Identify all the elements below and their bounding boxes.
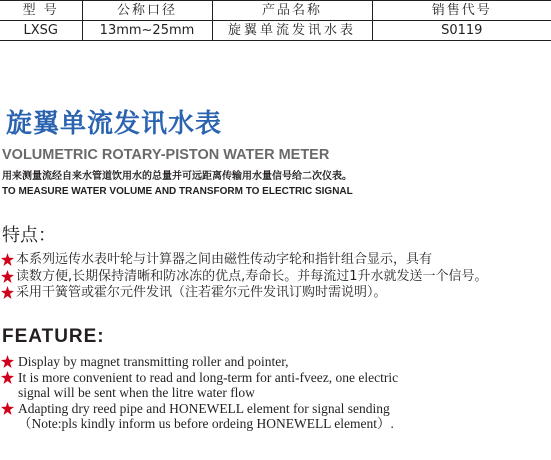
product-description-cn: 用来测量流经自来水管道饮用水的总量并可远距离传输用水量信号给二次仪表。 bbox=[2, 171, 352, 182]
red-star-icon bbox=[1, 270, 14, 283]
spec-table bbox=[0, 0, 551, 41]
features-cn-heading: 特点： bbox=[2, 225, 56, 246]
spec-header-diameter: 公称口径 bbox=[82, 1, 212, 21]
spec-header-product-name: 产品名称 bbox=[212, 1, 372, 21]
feature-item bbox=[0, 269, 551, 286]
feature-item bbox=[0, 401, 551, 432]
red-star-icon bbox=[1, 371, 14, 384]
spec-table-header-row bbox=[0, 1, 551, 21]
feature-text: 读数方便,长期保持清晰和防冰冻的优点,寿命长。并每流过1升水就发送一个信号。 bbox=[16, 268, 488, 284]
feature-item bbox=[0, 370, 551, 401]
product-title-en: VOLUMETRIC ROTARY-PISTON WATER METER bbox=[2, 147, 330, 163]
features-en-heading: FEATURE: bbox=[2, 326, 105, 347]
spec-cell-product-name: 旋翼单流发讯水表 bbox=[212, 21, 372, 41]
feature-text: Display by magnet transmitting roller and pointer, bbox=[18, 354, 289, 369]
spec-header-sales-code: 销售代号 bbox=[372, 1, 551, 21]
spec-cell-sales-code: S0119 bbox=[372, 21, 551, 41]
product-title-cn: 旋翼单流发讯水表 bbox=[6, 109, 223, 139]
red-star-icon bbox=[1, 286, 14, 299]
feature-item bbox=[0, 354, 551, 370]
feature-text: signal will be sent when the litre water flow bbox=[18, 385, 255, 400]
feature-item bbox=[0, 252, 551, 269]
feature-item bbox=[0, 285, 551, 302]
spec-cell-model: LXSG bbox=[0, 21, 82, 41]
spec-cell-diameter: 13mm~25mm bbox=[82, 21, 212, 41]
feature-text: 采用干簧管或霍尔元件发讯（注若霍尔元件发讯订购时需说明）。 bbox=[16, 285, 387, 300]
red-star-icon bbox=[1, 355, 14, 368]
features-en-list bbox=[0, 354, 551, 432]
red-star-icon bbox=[1, 253, 14, 266]
spec-table-row bbox=[0, 21, 551, 41]
features-cn-list bbox=[0, 252, 551, 302]
product-description-en: TO MEASURE WATER VOLUME AND TRANSFORM TO ELECTRIC SIGNAL bbox=[2, 186, 353, 197]
feature-text: It is more convenient to read and long-term for anti-fveez, one electric bbox=[18, 369, 399, 385]
feature-text: 本系列远传水表叶轮与计算器之间由磁性传动字轮和指针组合显示，具有 bbox=[16, 252, 433, 267]
spec-header-model: 型 号 bbox=[0, 1, 82, 21]
feature-text: Adapting dry reed pipe and HONEWELL element for signal sending bbox=[18, 400, 390, 416]
feature-text: （Note:pls kindly inform us before ordeing HONEWELL element）. bbox=[18, 416, 394, 431]
red-star-icon bbox=[1, 402, 14, 415]
